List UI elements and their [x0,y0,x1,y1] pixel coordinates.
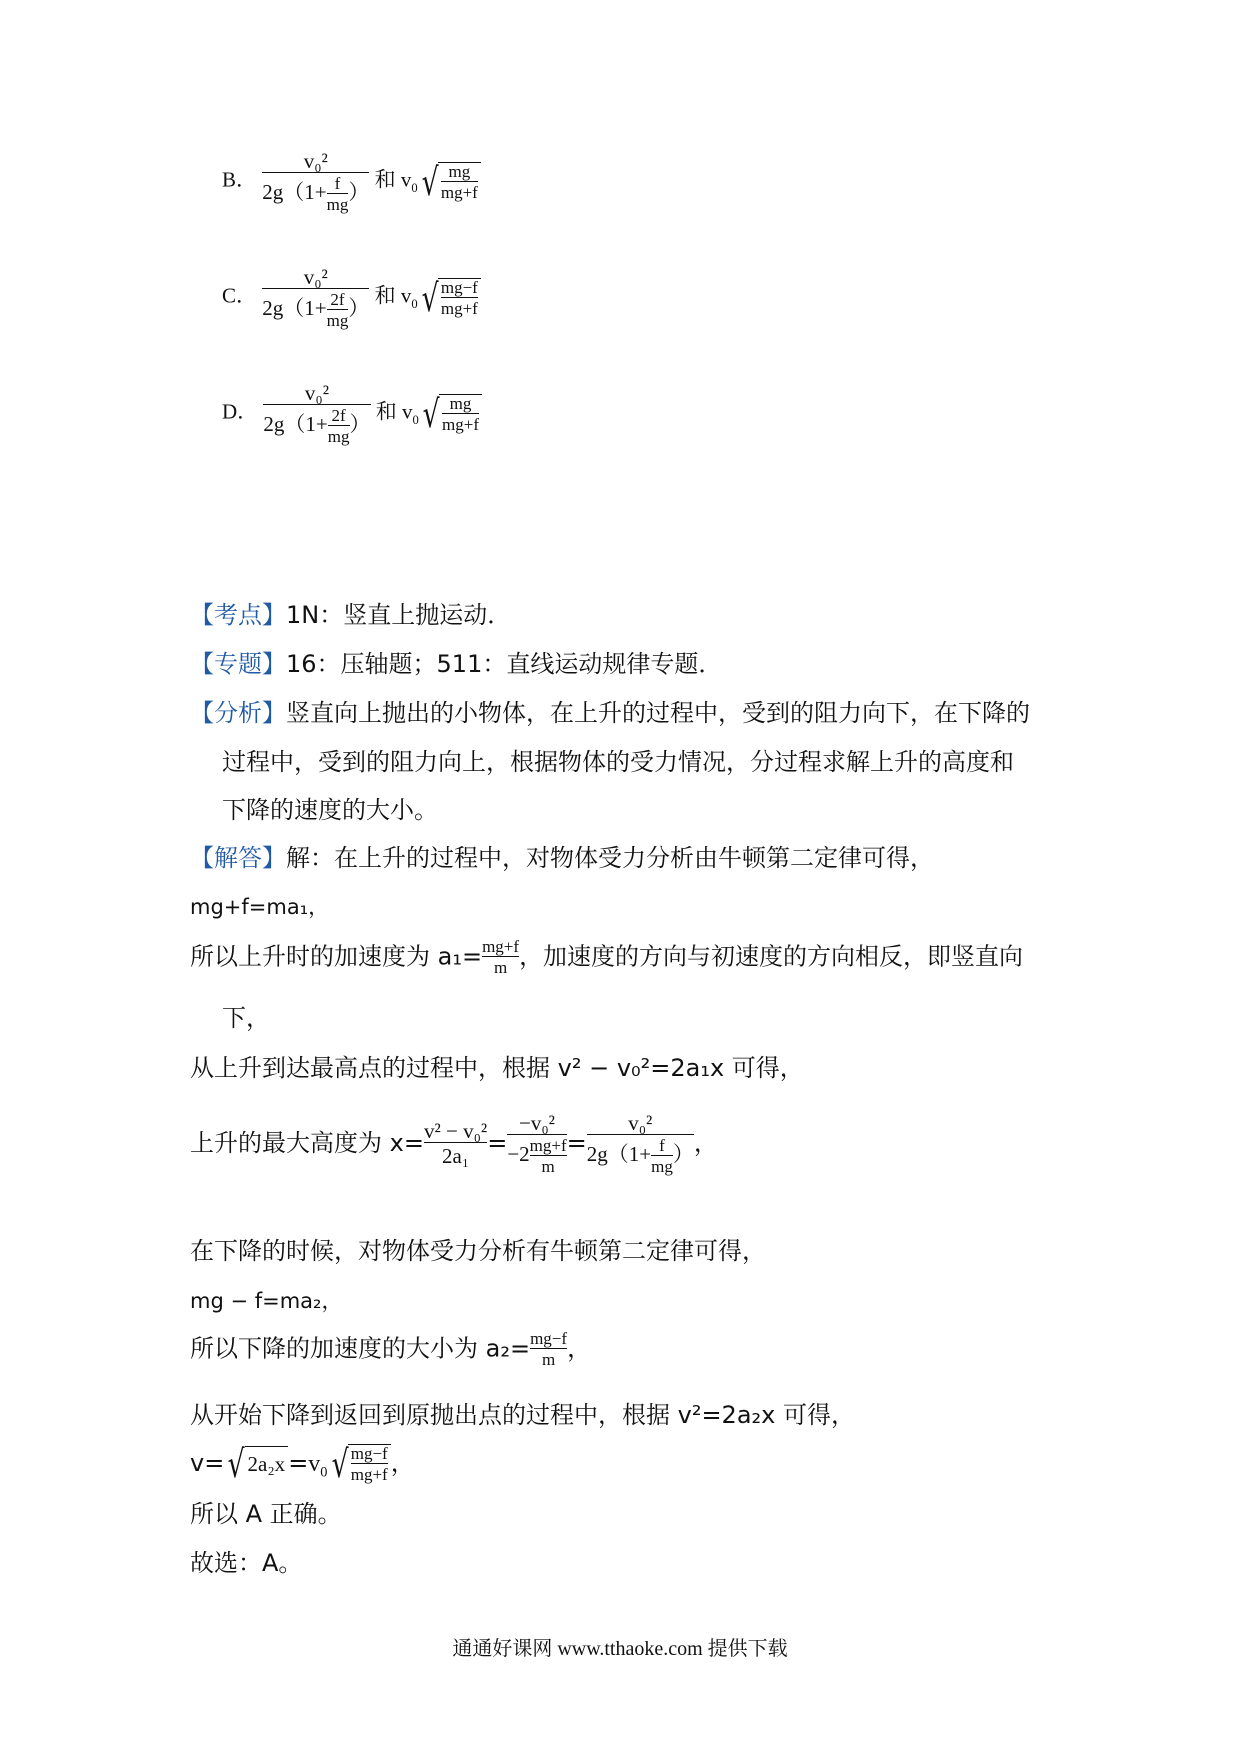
max-height-fraction-3: v₀² 2g（1+ $\frac{f}{mg}$ ） [586,1111,694,1176]
option-c-label: C． [222,283,258,308]
radical-icon: √ [421,275,439,320]
equation-down: mg − f=ma₂， [190,1289,343,1313]
conclusion-line: 所以 A 正确。 [190,1500,342,1528]
option-d-label: D． [222,399,259,424]
fenxi-line-1: 【分析】竖直向上抛出的小物体，在上升的过程中，受到的阻力向下，在下降的 [190,699,1030,727]
kaodian-tag: 【考点】 [190,601,286,629]
acceleration-up-line: 所以上升时的加速度为 a₁= $\frac{mg+f}{m}$ ，加速度的方向与初速度的方向相反，即竖直向 [190,937,1024,977]
option-d-speed-root: $\frac{mg}{mg+f}$ [439,394,482,434]
option-c: C． v₀² 2g（1+ $\frac{2f}{mg}$ ） 和 $v_0√$ $\frac{mg-f}{mg+f}$ [222,266,481,330]
kaodian-line: 【考点】1N：竖直上抛运动． [190,601,512,629]
equation-up: mg+f=ma₁， [190,895,330,919]
answer-line: 故选：A。 [190,1549,303,1577]
descent-line: 在下降的时候，对物体受力分析有牛顿第二定律可得， [190,1237,766,1265]
option-c-height-fraction: v₀² 2g（1+ $\frac{2f}{mg}$ ） [262,265,370,330]
fenxi-tag: 【分析】 [190,699,286,727]
jieda-line-1: 【解答】解：在上升的过程中，对物体受力分析由牛顿第二定律可得， [190,844,934,872]
radical-icon: √ [331,1441,349,1486]
footer-source: 通通好课网 www.tthaoke.com 提供下载 [452,1638,788,1660]
option-c-speed-root: $\frac{mg-f}{mg+f}$ [438,278,481,318]
zhuanti-tag: 【专题】 [190,650,286,678]
return-line: 从开始下降到返回到原抛出点的过程中，根据 v²=2a₂x 可得， [190,1401,855,1429]
acceleration-down-fraction: $\frac{mg-f}{m}$ [530,1329,568,1369]
option-b: B． v₀² 2g（1+ $\frac{f}{mg}$ ） 和 $v_0√$ $\frac{mg}{mg+f}$ [222,150,481,214]
return-speed-root-2: $\frac{mg-f}{mg+f}$ [348,1444,391,1484]
radical-icon: √ [422,391,440,436]
acceleration-up-cont: 下， [222,1004,270,1032]
fenxi-line-2: 过程中，受到的阻力向上，根据物体的受力情况，分过程求解上升的高度和 [222,748,1014,776]
return-speed-root-1: 2a₂x [245,1446,289,1481]
jieda-tag: 【解答】 [190,844,286,872]
option-d-height-fraction: v₀² 2g（1+ $\frac{2f}{mg}$ ） [263,381,371,446]
max-height-fraction-2: −v₀² −2 $\frac{mg+f}{m}$ [507,1111,567,1176]
radical-icon: √ [421,159,439,204]
fenxi-line-3: 下降的速度的大小。 [222,796,438,824]
zhuanti-line: 【专题】16：压轴题；511：直线运动规律专题． [190,650,723,678]
return-speed-line: v=√ $2a_2x =v_0√$ $\frac{mg-f}{mg+f}$ ， [190,1441,415,1486]
kinematics-line: 从上升到达最高点的过程中，根据 v² − v₀²=2a₁x 可得， [190,1054,804,1082]
option-b-height-fraction: v₀² 2g（1+ $\frac{f}{mg}$ ） [262,149,370,214]
option-d: D． v₀² 2g（1+ $\frac{2f}{mg}$ ） 和 $v_0√$ $\frac{mg}{mg+f}$ [222,382,482,446]
radical-icon: √ [227,1441,245,1486]
max-height-fraction-1: $\frac{\text{v² − v₀²}}{\text{2a₁}}$ [423,1119,488,1169]
max-height-line: 上升的最大高度为 x= $\frac{\text{v² − v₀²}}{\text{2a₁}}$ = −v₀² −2 $\frac{mg+f}{m}$ = v₀² 2g（1+ $\frac{f}{mg}$ ） ， [190,1111,718,1176]
option-b-label: B． [222,167,258,192]
acceleration-up-fraction: $\frac{mg+f}{m}$ [482,937,520,977]
option-b-speed-root: $\frac{mg}{mg+f}$ [438,162,481,202]
acceleration-down-line: 所以下降的加速度的大小为 a₂= $\frac{mg-f}{m}$ ， [190,1329,592,1369]
